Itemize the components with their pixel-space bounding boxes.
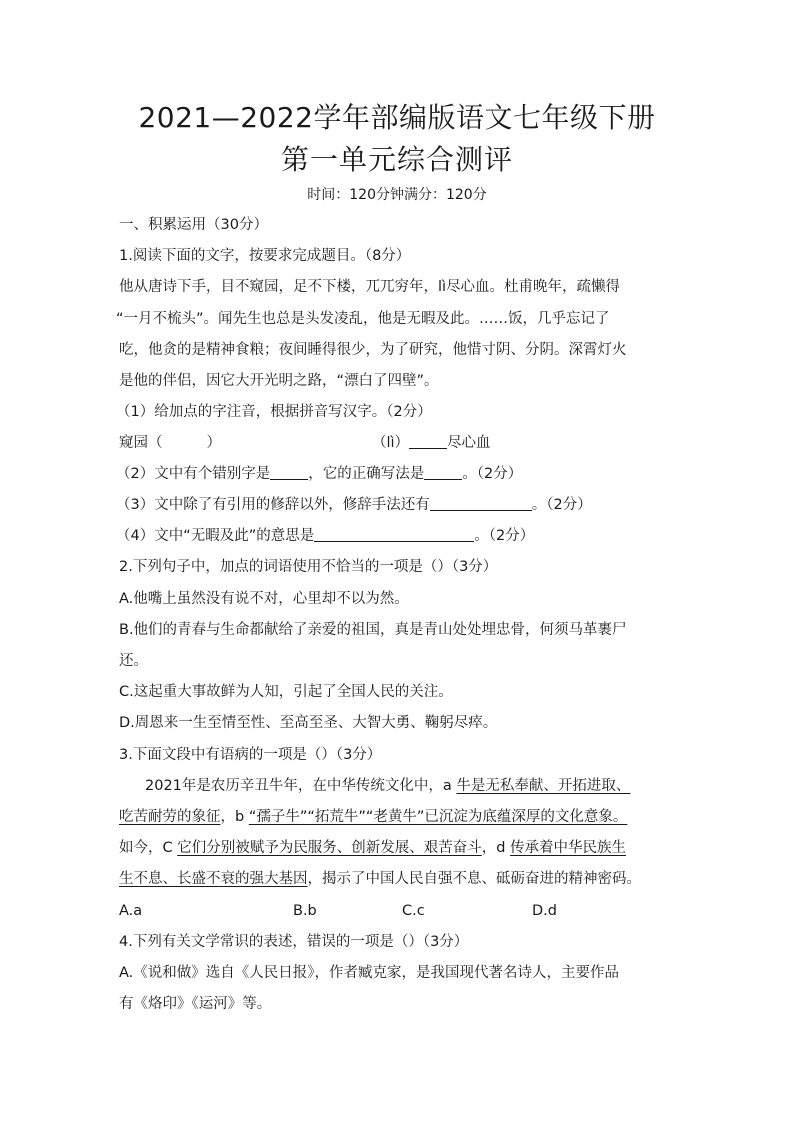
q3-passage-line [119,868,641,890]
sub-question-1-b [372,432,491,454]
underlined-segment-c: 它们分别被赋予为民服务、创新发展、艰苦奋斗 [177,840,482,856]
option-a: A.他嘴上虽然没有说不对，心里却不以为然。 [119,591,409,607]
passage-line: 吃，他贪的是精神食粮；夜间睡得很少，为了研究，他惜寸阴、分阴。深霄灯火 [119,342,627,358]
q3-text: 如今，C [119,840,178,856]
answer-blank[interactable] [430,494,532,511]
q4-option-a: A.《说和做》选自《人民日报》，作者臧克家，是我国现代著名诗人，主要作品 [119,965,620,981]
sub-question-2-text: ，它的正确写法是 [308,466,425,482]
sub-question-4-text: 。（2分） [474,528,535,544]
passage-line: 是他的伴侣，因它大开光明之路，“漂白了四壁”。 [119,373,439,389]
q3-option-d: D.d [532,903,557,919]
option-c: C.这起重大事故鲜为人知，引起了全国人民的关注。 [119,684,453,700]
answer-blank[interactable] [424,463,462,480]
passage-line: 他从唐诗下手，目不窥园，足不下楼，兀兀穷年，lì尽心血。杜甫晚年，疏懒得 [119,279,621,295]
sub-question-1-b-tail: 尽心血 [447,435,491,451]
sub-question-3-text: 。（2分） [531,497,592,513]
q3-option-c: C.c [402,903,425,919]
q3-passage-line [119,837,626,859]
section-heading: 一、积累运用（30分） [119,217,268,233]
passage-line: “一月不梳头”。闻先生也总是头发凌乱，他是无暇及此。……饭，几乎忘记了 [116,311,610,327]
option-b: B.他们的青春与生命都献给了亲爱的祖国，真是青山处处埋忠骨，何须马革裹尸 [119,622,627,638]
underlined-segment-d: 传承着中华民族生 [510,840,627,856]
answer-blank[interactable] [270,463,308,480]
pinyin-label: （lì） [372,435,410,451]
question-1-stem: 1.阅读下面的文字，按要求完成题目。（8分） [119,248,411,264]
exam-title: 2021—2022学年部编版语文七年级下册 [138,101,656,134]
exam-subtitle: 第一单元综合测评 [280,143,513,176]
sub-question-2-text: （2）文中有个错别字是 [116,466,271,482]
q3-passage-line [119,806,627,828]
underlined-segment-a: 牛是无私奉献、开拓进取、 [456,778,631,794]
sub-question-4-text: （4）文中“无暇及此”的意思是 [116,528,315,544]
q3-option-a: A.a [119,903,143,919]
underlined-segment-b: “孺子牛”“拓荒牛”“老黄牛”已沉淀为底蕴深厚的文化意象。 [248,809,628,825]
sub-question-1: （1）给加点的字注音，根据拼音写汉字。（2分） [116,404,432,420]
exam-time-info: 时间：120分钟满分：120分 [307,187,487,203]
sub-question-1-a-label: 窥园（ [119,435,163,451]
q3-text: 2021年是农历辛丑牛年，在中华传统文化中，a [145,778,457,794]
question-2-stem: 2.下列句子中，加点的词语使用不恰当的一项是（）（3分） [119,559,498,575]
q3-passage-line [145,775,630,797]
answer-blank[interactable] [314,525,474,542]
sub-question-4 [116,525,534,547]
sub-question-2 [116,463,522,485]
q3-text: ，揭示了中国人民自强不息、砥砺奋进的精神密码。 [307,871,641,887]
answer-blank[interactable] [409,432,447,449]
underlined-segment-a: 吃苦耐劳的象征 [119,809,221,825]
sub-question-1-a [119,432,221,454]
q3-text: ，d [481,840,511,856]
q3-text: ，b [220,809,249,825]
sub-question-1-a-close: ） [206,435,221,451]
question-4-stem: 4.下列有关文学常识的表述，错误的一项是（）（3分） [119,934,469,950]
option-d: D.周恩来一生至情至性、至高至圣、大智大勇、鞠躬尽瘁。 [119,715,498,731]
sub-question-3-text: （3）文中除了有引用的修辞以外，修辞手法还有 [116,497,430,513]
question-3-stem: 3.下面文段中有语病的一项是（）（3分） [119,747,382,763]
option-b-continued: 还。 [119,653,148,669]
sub-question-2-text: 。（2分） [462,466,523,482]
underlined-segment-d: 生不息、长盛不衰的强大基因 [119,871,308,887]
q4-option-a-continued: 有《烙印》《运河》等。 [119,996,272,1012]
q3-option-b: B.b [293,903,317,919]
sub-question-3 [116,494,592,516]
